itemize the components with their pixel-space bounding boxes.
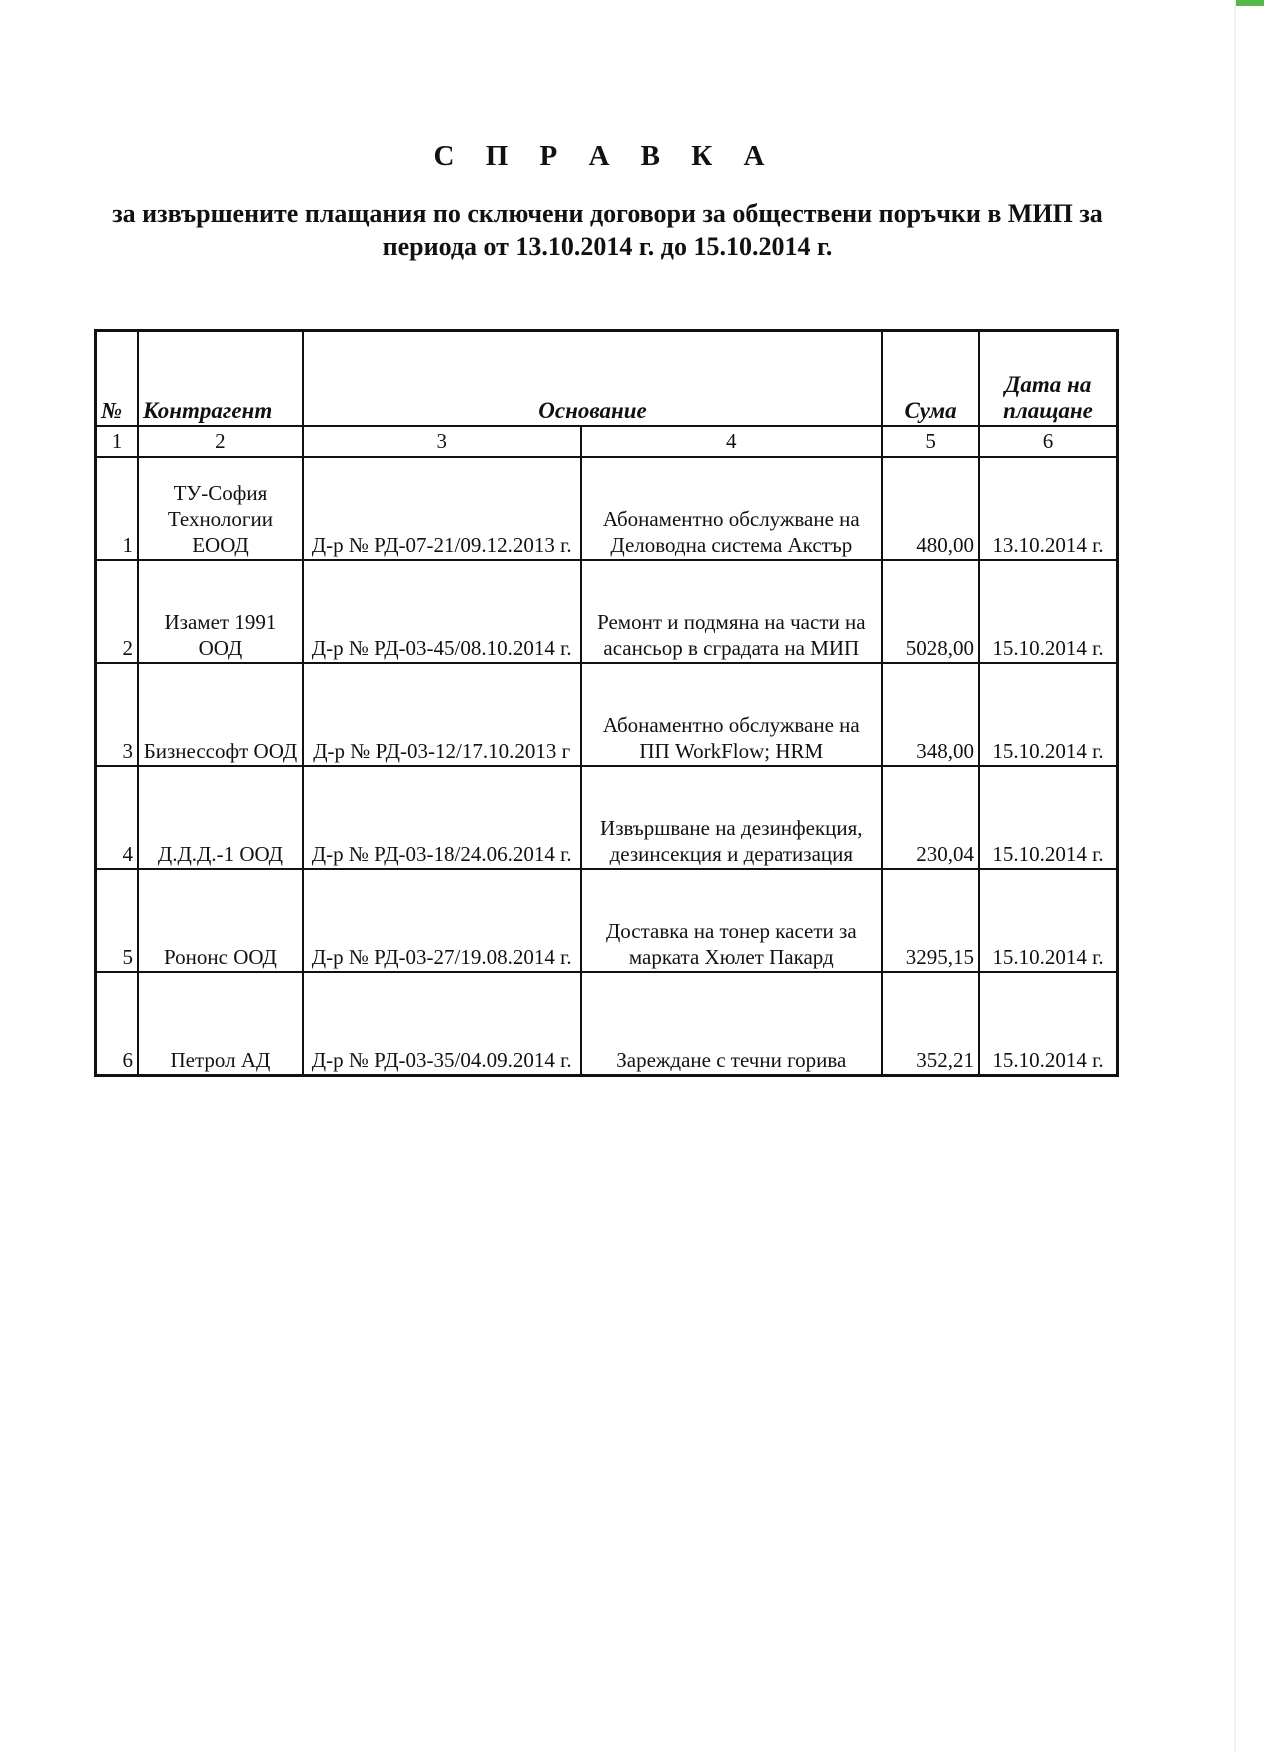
column-number: 2 [138,426,303,457]
column-number: 1 [96,426,138,457]
row-description: Зареждане с течни горива [581,972,883,1076]
row-contract: Д-р № РД-03-12/17.10.2013 г [303,663,581,766]
row-number: 3 [96,663,138,766]
row-amount: 230,04 [882,766,979,869]
table-row [96,663,1118,766]
row-party: Д.Д.Д.-1 ООД [138,766,303,869]
row-amount: 352,21 [882,972,979,1076]
row-description: Абонаментно обслужване на ПП WorkFlow; HRM [581,663,883,766]
row-contract: Д-р № РД-03-18/24.06.2014 г. [303,766,581,869]
row-party: Петрол АД [138,972,303,1076]
row-party: Рононс ООД [138,869,303,972]
row-date: 13.10.2014 г. [979,457,1117,560]
row-description: Ремонт и подмяна на части на асансьор в сградата на МИП [581,560,883,663]
row-date: 15.10.2014 г. [979,663,1117,766]
column-number: 6 [979,426,1117,457]
row-party: Изамет 1991 ООД [138,560,303,663]
row-contract: Д-р № РД-03-45/08.10.2014 г. [303,560,581,663]
row-party: ТУ-София Технологии ЕООД [138,457,303,560]
header-date: Дата на плащане [979,331,1117,427]
table-row [96,457,1118,560]
row-number: 1 [96,457,138,560]
document-subtitle: за извършените плащания по сключени договори за обществени поръчки в МИП за периода от 13.10.2014 г. до 15.10.2014 г. [112,199,1103,261]
row-amount: 5028,00 [882,560,979,663]
column-number: 5 [882,426,979,457]
table-header-row [96,331,1118,427]
row-amount: 3295,15 [882,869,979,972]
row-number: 5 [96,869,138,972]
column-numbering-row [96,426,1118,457]
row-description: Доставка на тонер касети за марката Хюлет Пакард [581,869,883,972]
table-row [96,766,1118,869]
table-row [96,560,1118,663]
row-number: 6 [96,972,138,1076]
table-row [96,972,1118,1076]
row-date: 15.10.2014 г. [979,766,1117,869]
row-contract: Д-р № РД-03-27/19.08.2014 г. [303,869,581,972]
row-party: Бизнессофт ООД [138,663,303,766]
header-amount: Сума [882,331,979,427]
row-number: 2 [96,560,138,663]
header-party: Контрагент [138,331,303,427]
scan-edge-line [1234,0,1236,1752]
document-title: С П Р А В К А [433,140,777,172]
table-row [96,869,1118,972]
row-amount: 348,00 [882,663,979,766]
row-number: 4 [96,766,138,869]
scan-marker [1234,0,1264,6]
row-description: Абонаментно обслужване на Деловодна система Акстър [581,457,883,560]
row-amount: 480,00 [882,457,979,560]
row-date: 15.10.2014 г. [979,560,1117,663]
column-number: 3 [303,426,581,457]
column-number: 4 [581,426,883,457]
header-basis: Основание [303,331,882,427]
row-description: Извършване на дезинфекция, дезинсекция и дератизация [581,766,883,869]
row-contract: Д-р № РД-07-21/09.12.2013 г. [303,457,581,560]
header-num: № [96,331,138,427]
row-contract: Д-р № РД-03-35/04.09.2014 г. [303,972,581,1076]
payments-table [94,329,1119,1077]
row-date: 15.10.2014 г. [979,972,1117,1076]
row-date: 15.10.2014 г. [979,869,1117,972]
